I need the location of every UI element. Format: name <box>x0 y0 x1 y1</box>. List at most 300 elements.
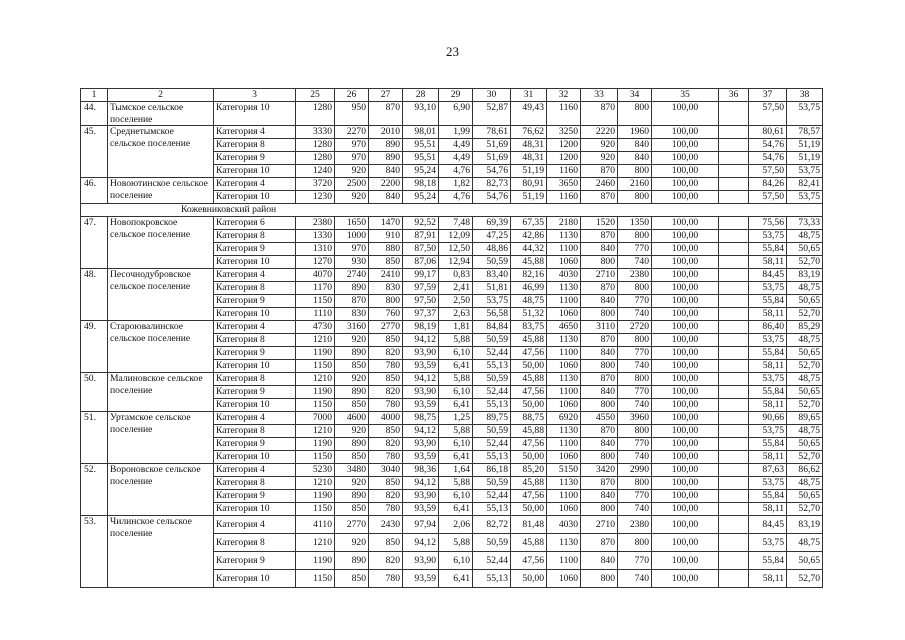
value-cell: 44,32 <box>511 243 547 256</box>
value-cell: 100,00 <box>652 126 719 139</box>
value-cell: 55,13 <box>473 451 511 464</box>
value-cell: 51,69 <box>473 152 511 165</box>
tariff-table-container <box>80 88 823 588</box>
value-cell: 920 <box>335 373 369 386</box>
value-cell: 850 <box>335 360 369 373</box>
value-cell: 50,65 <box>787 295 823 308</box>
value-cell: 770 <box>618 243 652 256</box>
settlement-number: 52. <box>81 464 108 516</box>
value-cell: 920 <box>335 334 369 347</box>
category-cell: Категория 4 <box>214 516 296 534</box>
value-cell: 1100 <box>547 552 581 570</box>
value-cell <box>719 269 749 282</box>
value-cell: 55,13 <box>473 503 511 516</box>
value-cell: 50,59 <box>473 534 511 552</box>
value-cell: 5,88 <box>439 534 473 552</box>
value-cell: 53,75 <box>749 477 787 490</box>
value-cell: 53,75 <box>787 165 823 178</box>
value-cell: 7000 <box>296 412 335 425</box>
value-cell: 55,84 <box>749 386 787 399</box>
value-cell: 50,00 <box>511 503 547 516</box>
value-cell: 52,70 <box>787 503 823 516</box>
value-cell: 55,84 <box>749 347 787 360</box>
value-cell: 52,70 <box>787 570 823 588</box>
category-cell: Категория 10 <box>214 308 296 321</box>
settlement-number: 51. <box>81 412 108 464</box>
value-cell: 840 <box>581 438 618 451</box>
value-cell: 3110 <box>581 321 618 334</box>
value-cell: 850 <box>369 256 403 269</box>
value-cell: 48,75 <box>511 295 547 308</box>
value-cell <box>719 490 749 503</box>
value-cell: 1150 <box>296 360 335 373</box>
value-cell: 1000 <box>335 230 369 243</box>
value-cell: 48,75 <box>787 534 823 552</box>
value-cell: 100,00 <box>652 399 719 412</box>
value-cell: 1190 <box>296 386 335 399</box>
column-header: 38 <box>787 89 823 102</box>
value-cell: 92,52 <box>403 217 439 230</box>
value-cell: 890 <box>335 552 369 570</box>
value-cell: 1100 <box>547 438 581 451</box>
value-cell: 52,44 <box>473 552 511 570</box>
value-cell <box>719 282 749 295</box>
value-cell: 1210 <box>296 534 335 552</box>
column-header: 35 <box>652 89 719 102</box>
value-cell <box>719 102 749 126</box>
value-cell: 4730 <box>296 321 335 334</box>
value-cell: 850 <box>369 373 403 386</box>
value-cell: 770 <box>618 490 652 503</box>
value-cell: 840 <box>581 243 618 256</box>
category-cell: Категория 9 <box>214 295 296 308</box>
value-cell <box>719 516 749 534</box>
value-cell: 95,51 <box>403 139 439 152</box>
value-cell: 6,10 <box>439 347 473 360</box>
column-header: 26 <box>335 89 369 102</box>
value-cell: 93,90 <box>403 552 439 570</box>
value-cell: 51,81 <box>473 282 511 295</box>
settlement-name: Малиновское сельское поселение <box>108 373 214 412</box>
value-cell: 830 <box>335 308 369 321</box>
column-header: 28 <box>403 89 439 102</box>
value-cell: 100,00 <box>652 178 719 191</box>
value-cell: 52,44 <box>473 347 511 360</box>
value-cell: 890 <box>335 438 369 451</box>
value-cell: 920 <box>335 477 369 490</box>
value-cell: 1210 <box>296 425 335 438</box>
value-cell: 94,12 <box>403 425 439 438</box>
value-cell: 1100 <box>547 347 581 360</box>
value-cell: 85,29 <box>787 321 823 334</box>
value-cell: 47,56 <box>511 438 547 451</box>
value-cell: 2180 <box>547 217 581 230</box>
value-cell: 94,12 <box>403 477 439 490</box>
value-cell: 4600 <box>335 412 369 425</box>
value-cell: 800 <box>581 308 618 321</box>
value-cell: 6,41 <box>439 570 473 588</box>
value-cell: 2710 <box>581 269 618 282</box>
table-row <box>81 373 823 386</box>
value-cell: 55,84 <box>749 243 787 256</box>
value-cell: 52,70 <box>787 360 823 373</box>
value-cell: 1200 <box>547 139 581 152</box>
value-cell: 93,90 <box>403 386 439 399</box>
value-cell: 1060 <box>547 360 581 373</box>
value-cell <box>719 552 749 570</box>
value-cell: 100,00 <box>652 243 719 256</box>
value-cell <box>719 347 749 360</box>
category-cell: Категория 8 <box>214 139 296 152</box>
value-cell: 58,11 <box>749 570 787 588</box>
value-cell: 47,56 <box>511 347 547 360</box>
value-cell: 57,50 <box>749 102 787 126</box>
value-cell: 82,72 <box>473 516 511 534</box>
settlement-name: Тымское сельское поселение <box>108 102 214 126</box>
value-cell: 87,50 <box>403 243 439 256</box>
value-cell: 740 <box>618 256 652 269</box>
value-cell: 870 <box>369 102 403 126</box>
value-cell: 1,82 <box>439 178 473 191</box>
value-cell: 47,56 <box>511 490 547 503</box>
value-cell: 54,76 <box>749 152 787 165</box>
value-cell: 87,91 <box>403 230 439 243</box>
value-cell: 4000 <box>369 412 403 425</box>
value-cell: 53,75 <box>749 373 787 386</box>
category-cell: Категория 4 <box>214 126 296 139</box>
value-cell: 12,50 <box>439 243 473 256</box>
value-cell: 2220 <box>581 126 618 139</box>
value-cell: 53,75 <box>787 102 823 126</box>
settlement-name: Песочнодубровское сельское поселение <box>108 269 214 321</box>
value-cell: 84,45 <box>749 269 787 282</box>
value-cell: 890 <box>335 490 369 503</box>
value-cell: 53,75 <box>749 282 787 295</box>
value-cell: 55,13 <box>473 399 511 412</box>
value-cell: 50,59 <box>473 373 511 386</box>
value-cell: 100,00 <box>652 425 719 438</box>
value-cell: 870 <box>581 477 618 490</box>
value-cell: 800 <box>618 230 652 243</box>
value-cell: 880 <box>369 243 403 256</box>
value-cell: 920 <box>335 165 369 178</box>
category-cell: Категория 8 <box>214 230 296 243</box>
value-cell: 100,00 <box>652 412 719 425</box>
value-cell: 45,88 <box>511 334 547 347</box>
value-cell <box>719 399 749 412</box>
settlement-number: 47. <box>81 217 108 269</box>
value-cell: 1060 <box>547 308 581 321</box>
value-cell: 50,59 <box>473 256 511 269</box>
value-cell: 800 <box>618 191 652 204</box>
value-cell: 1150 <box>296 399 335 412</box>
value-cell: 850 <box>369 534 403 552</box>
value-cell: 52,44 <box>473 490 511 503</box>
value-cell: 95,24 <box>403 165 439 178</box>
value-cell <box>719 451 749 464</box>
category-cell: Категория 8 <box>214 477 296 490</box>
value-cell: 47,56 <box>511 552 547 570</box>
value-cell: 850 <box>369 477 403 490</box>
value-cell: 51,19 <box>511 191 547 204</box>
tariff-table <box>80 88 823 588</box>
column-header: 1 <box>81 89 108 102</box>
value-cell <box>719 217 749 230</box>
value-cell: 2410 <box>369 269 403 282</box>
settlement-name: Староювалинское сельское поселение <box>108 321 214 373</box>
value-cell: 1190 <box>296 347 335 360</box>
value-cell: 100,00 <box>652 516 719 534</box>
settlement-number: 46. <box>81 178 108 204</box>
value-cell: 90,66 <box>749 412 787 425</box>
value-cell: 45,88 <box>511 256 547 269</box>
value-cell: 54,76 <box>473 191 511 204</box>
value-cell: 800 <box>618 102 652 126</box>
value-cell: 83,19 <box>787 269 823 282</box>
value-cell: 2460 <box>581 178 618 191</box>
category-cell: Категория 9 <box>214 152 296 165</box>
value-cell: 100,00 <box>652 360 719 373</box>
column-header: 33 <box>581 89 618 102</box>
value-cell: 48,86 <box>473 243 511 256</box>
value-cell: 3040 <box>369 464 403 477</box>
value-cell: 67,35 <box>511 217 547 230</box>
value-cell: 1190 <box>296 552 335 570</box>
value-cell: 100,00 <box>652 295 719 308</box>
value-cell: 6,10 <box>439 490 473 503</box>
value-cell: 1,64 <box>439 464 473 477</box>
value-cell: 46,99 <box>511 282 547 295</box>
value-cell: 4110 <box>296 516 335 534</box>
value-cell: 80,61 <box>749 126 787 139</box>
value-cell <box>719 412 749 425</box>
value-cell: 2160 <box>618 178 652 191</box>
value-cell: 98,36 <box>403 464 439 477</box>
value-cell: 1960 <box>618 126 652 139</box>
column-header: 25 <box>296 89 335 102</box>
table-row <box>81 516 823 534</box>
value-cell <box>719 464 749 477</box>
value-cell: 4,76 <box>439 191 473 204</box>
value-cell: 100,00 <box>652 269 719 282</box>
value-cell: 51,69 <box>473 139 511 152</box>
value-cell: 970 <box>335 243 369 256</box>
settlement-name: Чилинское сельское поселение <box>108 516 214 588</box>
value-cell: 100,00 <box>652 165 719 178</box>
value-cell: 3420 <box>581 464 618 477</box>
value-cell: 69,39 <box>473 217 511 230</box>
value-cell: 920 <box>581 152 618 165</box>
table-row <box>81 217 823 230</box>
table-row <box>81 126 823 139</box>
value-cell: 1240 <box>296 165 335 178</box>
value-cell: 50,65 <box>787 347 823 360</box>
value-cell: 1060 <box>547 399 581 412</box>
settlement-name: Новопокровское сельское поселение <box>108 217 214 269</box>
settlement-number: 50. <box>81 373 108 412</box>
value-cell: 870 <box>581 191 618 204</box>
value-cell: 94,12 <box>403 534 439 552</box>
value-cell: 1160 <box>547 102 581 126</box>
value-cell: 1280 <box>296 139 335 152</box>
value-cell: 100,00 <box>652 334 719 347</box>
value-cell: 800 <box>618 334 652 347</box>
value-cell: 45,88 <box>511 477 547 490</box>
value-cell: 93,90 <box>403 347 439 360</box>
value-cell: 58,11 <box>749 308 787 321</box>
value-cell: 5150 <box>547 464 581 477</box>
table-row <box>81 464 823 477</box>
value-cell: 850 <box>369 425 403 438</box>
value-cell: 85,20 <box>511 464 547 477</box>
value-cell: 1130 <box>547 477 581 490</box>
category-cell: Категория 10 <box>214 102 296 126</box>
value-cell: 1520 <box>581 217 618 230</box>
value-cell: 52,70 <box>787 308 823 321</box>
value-cell: 780 <box>369 360 403 373</box>
value-cell: 1150 <box>296 503 335 516</box>
value-cell: 1190 <box>296 438 335 451</box>
value-cell: 1110 <box>296 308 335 321</box>
value-cell: 57,50 <box>749 191 787 204</box>
value-cell: 82,41 <box>787 178 823 191</box>
value-cell: 100,00 <box>652 102 719 126</box>
category-cell: Категория 10 <box>214 451 296 464</box>
value-cell: 76,62 <box>511 126 547 139</box>
value-cell: 800 <box>618 425 652 438</box>
value-cell: 3960 <box>618 412 652 425</box>
value-cell: 82,16 <box>511 269 547 282</box>
value-cell: 50,00 <box>511 360 547 373</box>
value-cell: 100,00 <box>652 552 719 570</box>
value-cell: 800 <box>581 503 618 516</box>
category-cell: Категория 9 <box>214 438 296 451</box>
value-cell: 48,75 <box>787 282 823 295</box>
value-cell: 53,75 <box>749 230 787 243</box>
value-cell: 3160 <box>335 321 369 334</box>
value-cell: 93,90 <box>403 490 439 503</box>
value-cell <box>719 438 749 451</box>
value-cell: 4030 <box>547 269 581 282</box>
category-cell: Категория 9 <box>214 347 296 360</box>
value-cell: 51,19 <box>787 139 823 152</box>
value-cell: 800 <box>581 256 618 269</box>
value-cell: 820 <box>369 386 403 399</box>
value-cell: 780 <box>369 399 403 412</box>
value-cell: 50,59 <box>473 334 511 347</box>
value-cell: 51,19 <box>511 165 547 178</box>
value-cell: 87,63 <box>749 464 787 477</box>
value-cell: 50,00 <box>511 570 547 588</box>
value-cell: 48,75 <box>787 425 823 438</box>
value-cell <box>719 295 749 308</box>
value-cell: 920 <box>335 191 369 204</box>
value-cell: 86,62 <box>787 464 823 477</box>
column-header: 3 <box>214 89 296 102</box>
settlement-name: Новоютинское сельское поселение <box>108 178 214 204</box>
value-cell: 53,75 <box>787 191 823 204</box>
value-cell: 4070 <box>296 269 335 282</box>
value-cell: 890 <box>335 347 369 360</box>
value-cell: 75,56 <box>749 217 787 230</box>
value-cell: 890 <box>335 386 369 399</box>
category-cell: Категория 6 <box>214 217 296 230</box>
value-cell: 48,75 <box>787 477 823 490</box>
value-cell: 55,13 <box>473 360 511 373</box>
value-cell: 870 <box>581 334 618 347</box>
value-cell: 2270 <box>335 126 369 139</box>
value-cell: 53,75 <box>749 534 787 552</box>
column-header: 27 <box>369 89 403 102</box>
value-cell: 1,99 <box>439 126 473 139</box>
value-cell: 97,59 <box>403 282 439 295</box>
value-cell: 58,11 <box>749 451 787 464</box>
category-cell: Категория 10 <box>214 570 296 588</box>
value-cell: 100,00 <box>652 308 719 321</box>
value-cell: 55,84 <box>749 438 787 451</box>
table-row <box>81 178 823 191</box>
value-cell: 920 <box>335 425 369 438</box>
category-cell: Категория 4 <box>214 178 296 191</box>
value-cell: 2380 <box>618 269 652 282</box>
category-cell: Категория 4 <box>214 269 296 282</box>
category-cell: Категория 8 <box>214 425 296 438</box>
value-cell: 1130 <box>547 282 581 295</box>
value-cell: 800 <box>581 570 618 588</box>
value-cell: 6,41 <box>439 451 473 464</box>
settlement-name: Вороновское сельское поселение <box>108 464 214 516</box>
value-cell: 93,59 <box>403 451 439 464</box>
value-cell: 53,75 <box>473 295 511 308</box>
value-cell: 100,00 <box>652 282 719 295</box>
value-cell: 4030 <box>547 516 581 534</box>
value-cell: 42,86 <box>511 230 547 243</box>
table-row <box>81 102 823 126</box>
value-cell: 84,84 <box>473 321 511 334</box>
district-label: Кожевниковский район <box>81 204 823 217</box>
value-cell: 840 <box>581 347 618 360</box>
category-cell: Категория 4 <box>214 321 296 334</box>
value-cell: 93,10 <box>403 102 439 126</box>
value-cell: 910 <box>369 230 403 243</box>
value-cell: 48,31 <box>511 152 547 165</box>
value-cell <box>719 334 749 347</box>
value-cell: 48,75 <box>787 230 823 243</box>
value-cell <box>719 373 749 386</box>
value-cell: 740 <box>618 308 652 321</box>
value-cell: 100,00 <box>652 152 719 165</box>
value-cell: 870 <box>581 230 618 243</box>
value-cell: 840 <box>581 490 618 503</box>
value-cell: 73,33 <box>787 217 823 230</box>
value-cell: 83,40 <box>473 269 511 282</box>
value-cell: 86,18 <box>473 464 511 477</box>
value-cell: 6,10 <box>439 386 473 399</box>
value-cell <box>719 126 749 139</box>
value-cell: 840 <box>581 295 618 308</box>
value-cell: 1,25 <box>439 412 473 425</box>
value-cell <box>719 534 749 552</box>
value-cell: 1170 <box>296 282 335 295</box>
table-row <box>81 269 823 282</box>
value-cell: 81,48 <box>511 516 547 534</box>
value-cell: 1060 <box>547 451 581 464</box>
category-cell: Категория 8 <box>214 282 296 295</box>
value-cell: 12,94 <box>439 256 473 269</box>
value-cell: 830 <box>369 282 403 295</box>
value-cell: 3250 <box>547 126 581 139</box>
value-cell <box>719 308 749 321</box>
